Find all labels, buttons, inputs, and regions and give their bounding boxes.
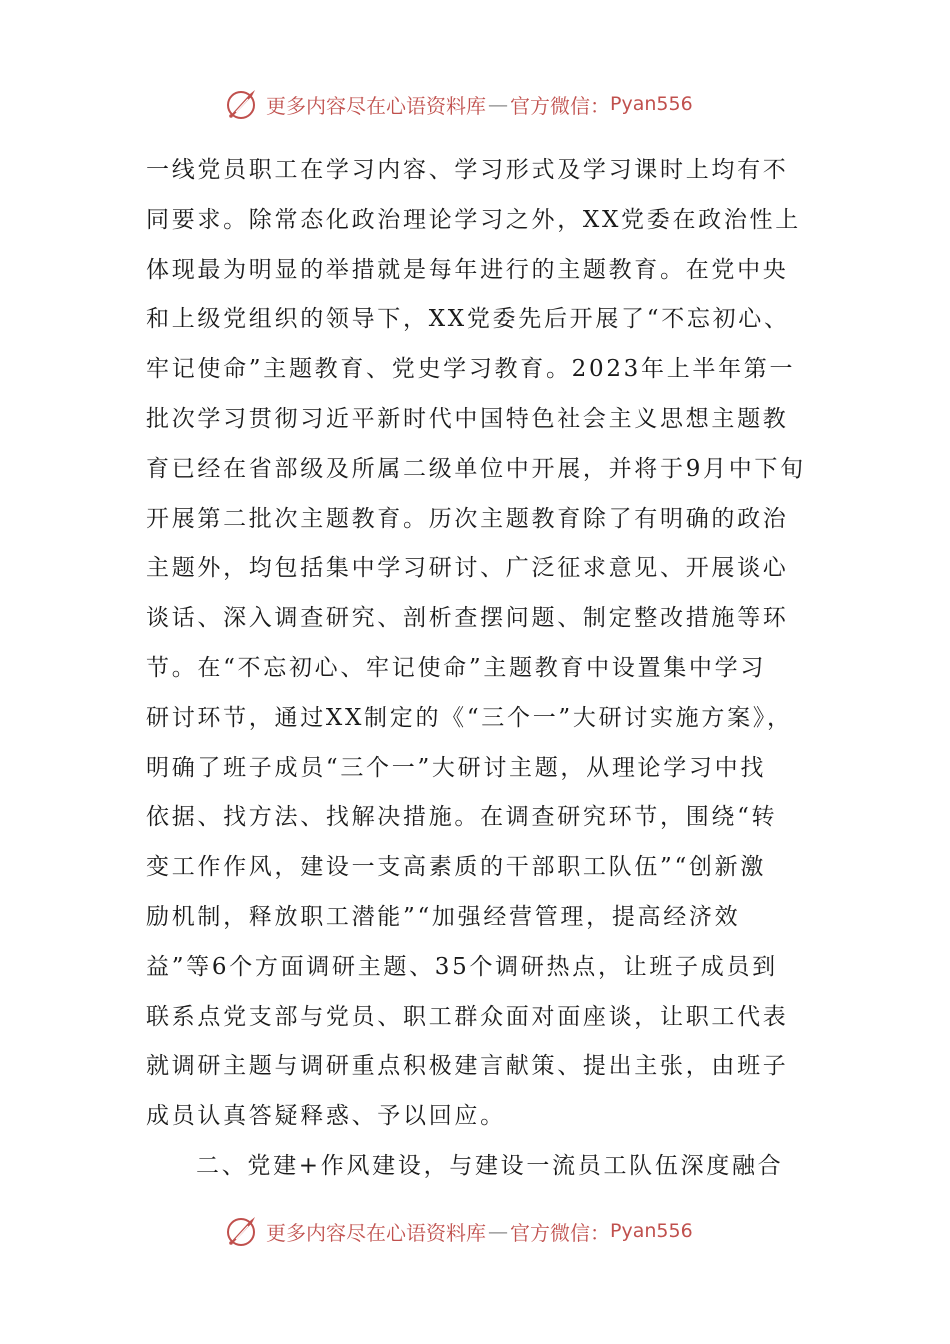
- watermark-brand: 更多内容尽在心语资料库: [266, 93, 486, 118]
- quill-pen-logo-icon: [224, 1213, 260, 1249]
- text-line: 育已经在省部级及所属二级单位中开展，并将于9月中下旬: [146, 455, 806, 482]
- watermark-suffix: 官方微信：: [510, 1220, 610, 1245]
- text-line: 谈话、深入调查研究、剖析查摆问题、制定整改措施等环: [146, 605, 789, 632]
- watermark-id: Pyan556: [610, 1220, 693, 1242]
- text-line: 励机制，释放职工潜能”“加强经营管理，提高经济效: [146, 903, 741, 930]
- text-line: 一线党员职工在学习内容、学习形式及学习课时上均有不: [146, 157, 789, 183]
- header-watermark: [224, 84, 744, 124]
- text-line: 变工作作风，建设一支高素质的干部职工队伍”“创新激: [146, 854, 767, 881]
- text-line: 依据、找方法、找解决措施。在调查研究环节，围绕“转: [146, 804, 778, 831]
- text-line: 主题外，均包括集中学习研讨、广泛征求意见、开展谈心: [146, 555, 789, 582]
- text-line: 成员认真答疑释惑、予以回应。: [146, 1103, 506, 1130]
- text-line: 研讨环节，通过XX制定的《“三个一”大研讨实施方案》，: [146, 704, 793, 731]
- text-line: 开展第二批次主题教育。历次主题教育除了有明确的政治: [146, 505, 789, 532]
- text-line: 明确了班子成员“三个一”大研讨主题，从理论学习中找: [146, 754, 767, 781]
- text-line: 就调研主题与调研重点积极建言献策、提出主张，由班子: [146, 1053, 789, 1080]
- watermark-brand: 更多内容尽在心语资料库: [266, 1220, 486, 1245]
- footer-watermark: [224, 1211, 744, 1251]
- text-line: 体现最为明显的举措就是每年进行的主题教育。在党中央: [146, 256, 789, 283]
- watermark-suffix: 官方微信：: [510, 93, 610, 118]
- quill-pen-logo-icon: [224, 86, 260, 122]
- text-line: 批次学习贯彻习近平新时代中国特色社会主义思想主题教: [146, 405, 789, 432]
- watermark-dash: —: [488, 92, 508, 116]
- text-line: 联系点党支部与党员、职工群众面对面座谈，让职工代表: [146, 1003, 789, 1030]
- watermark-dash: —: [488, 1219, 508, 1243]
- text-line: 节。在“不忘初心、牢记使命”主题教育中设置集中学习: [146, 654, 767, 681]
- text-line: 牢记使命”主题教育、党史学习教育。2023年上半年第一: [146, 356, 796, 383]
- text-line: 同要求。除常态化政治理论学习之外，XX党委在政治性上: [146, 206, 801, 233]
- body-text: [146, 146, 806, 1192]
- section-heading: 二、党建+作风建设，与建设一流员工队伍深度融合: [196, 1152, 784, 1179]
- text-line: 益”等6个方面调研主题、35个调研热点，让班子成员到: [146, 953, 778, 980]
- text-line: 和上级党组织的领导下，XX党委先后开展了“不忘初心、: [146, 306, 790, 333]
- watermark-id: Pyan556: [610, 93, 693, 115]
